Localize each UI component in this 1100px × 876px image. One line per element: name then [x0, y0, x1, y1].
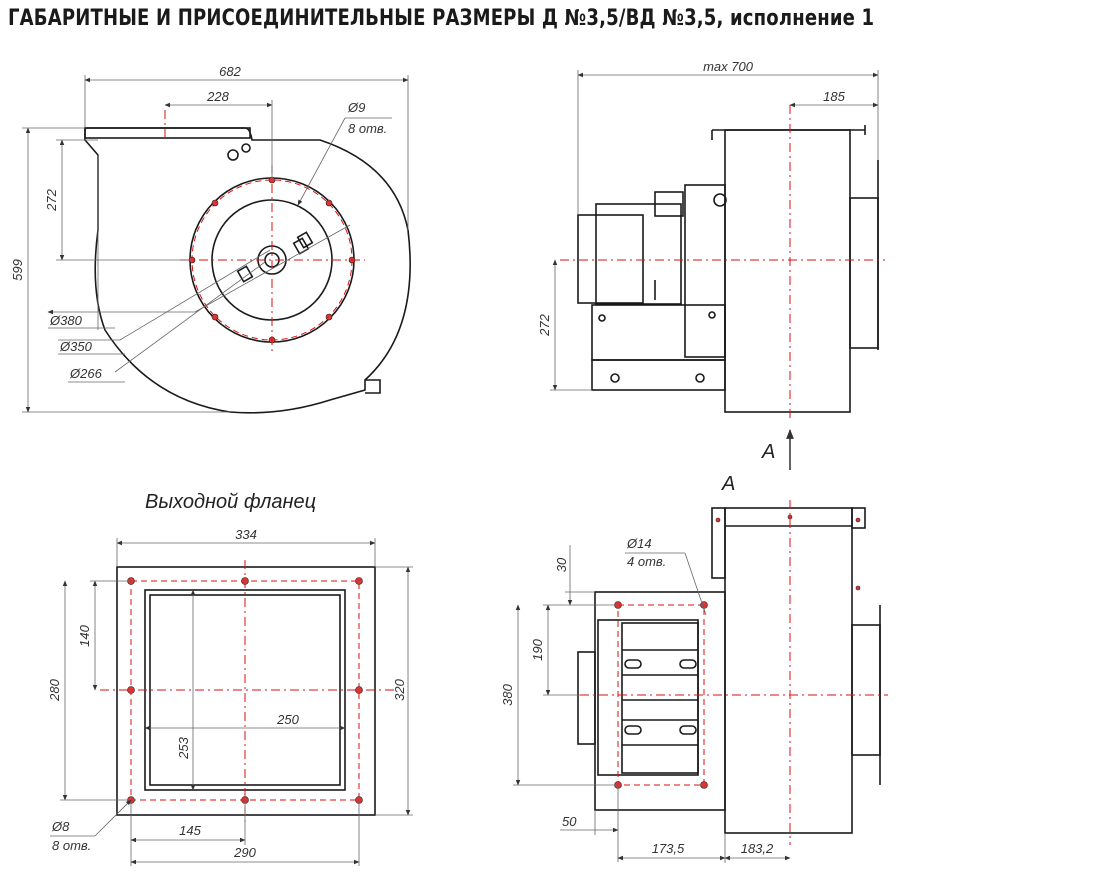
- bolt-hole: [326, 200, 332, 206]
- bolt-hole: [212, 200, 218, 206]
- view-a-letter: A: [722, 473, 736, 495]
- dim-272-side: 272: [537, 314, 552, 336]
- flange-hole-dia: Ø8: [52, 819, 70, 834]
- fan-housing-outline: [85, 128, 410, 413]
- view-a-hole: [788, 515, 792, 519]
- hole-dia-label: Ø9: [348, 100, 366, 115]
- page-title: ГАБАРИТНЫЕ И ПРИСОЕДИНИТЕЛЬНЫЕ РАЗМЕРЫ Д №3,5/ВД №3,5, исполнение 1: [8, 6, 875, 31]
- view-a-inlet: [852, 625, 880, 755]
- dia-266-label: Ø266: [70, 366, 102, 381]
- dim-380: 380: [500, 684, 515, 706]
- view-a-motor-end: [578, 652, 595, 744]
- flange-hole: [128, 687, 135, 694]
- flange-outer-rect: [117, 567, 375, 815]
- view-a-hole: [716, 518, 720, 522]
- inlet-collar: [850, 198, 878, 348]
- flange-view: [47, 491, 413, 866]
- base-bolt: [599, 315, 605, 321]
- hole-count-label: 8 отв.: [348, 121, 388, 136]
- view-a-hole: [856, 586, 860, 590]
- dim-185: 185: [823, 89, 845, 104]
- motor-housing: [596, 204, 681, 304]
- view-a-bolt: [701, 782, 708, 789]
- base-bolt: [611, 374, 619, 382]
- view-a-hole-count: 4 отв.: [627, 554, 667, 569]
- dim-max-700: max 700: [703, 59, 753, 74]
- impeller-slot: [238, 266, 253, 281]
- front-view: [10, 64, 410, 413]
- dim-173-5: 173,5: [651, 841, 685, 856]
- dim-280: 280: [47, 679, 62, 701]
- base-frame: [592, 305, 725, 360]
- motor-body: [578, 215, 643, 303]
- side-view: [537, 59, 885, 470]
- dim-190: 190: [530, 639, 545, 661]
- flange-hole: [356, 578, 363, 585]
- view-a-outlet-frame: [595, 592, 725, 810]
- dim-50: 50: [562, 814, 577, 829]
- dim-250: 250: [277, 712, 299, 727]
- flange-hole: [356, 687, 363, 694]
- base-bolt: [709, 312, 715, 318]
- base-bolt: [696, 374, 704, 382]
- housing-hole: [242, 144, 250, 152]
- view-letter-a: A: [762, 441, 776, 463]
- dim-140: 140: [77, 625, 92, 647]
- impeller-slot: [294, 238, 309, 253]
- view-a-hole-dia: Ø14: [627, 536, 652, 551]
- housing-hole: [228, 150, 238, 160]
- bolt-hole: [212, 314, 218, 320]
- casing: [725, 130, 850, 412]
- view-a-casing: [725, 508, 852, 833]
- dim-599: 599: [10, 259, 25, 281]
- dia-380-label: Ø380: [50, 313, 82, 328]
- flange-hole-count: 8 отв.: [52, 838, 92, 853]
- motor-plate: [685, 185, 725, 357]
- dim-290: 290: [234, 845, 256, 860]
- dim-145: 145: [179, 823, 201, 838]
- view-a: [500, 473, 888, 863]
- flange-caption: Выходной фланец: [145, 491, 317, 513]
- dim-320: 320: [392, 679, 407, 701]
- dim-253: 253: [176, 737, 191, 759]
- dim-228: 228: [207, 89, 229, 104]
- flange-hole: [242, 578, 249, 585]
- outlet-flange-top: [85, 128, 250, 138]
- view-a-hole: [856, 518, 860, 522]
- housing-foot: [365, 380, 380, 393]
- dim-30: 30: [554, 557, 569, 573]
- bolt-hole: [326, 314, 332, 320]
- dim-682: 682: [219, 64, 241, 79]
- dim-183-2: 183,2: [740, 841, 774, 856]
- dia-350-label: Ø350: [60, 339, 92, 354]
- dim-334: 334: [235, 527, 257, 542]
- dim-272: 272: [44, 189, 59, 211]
